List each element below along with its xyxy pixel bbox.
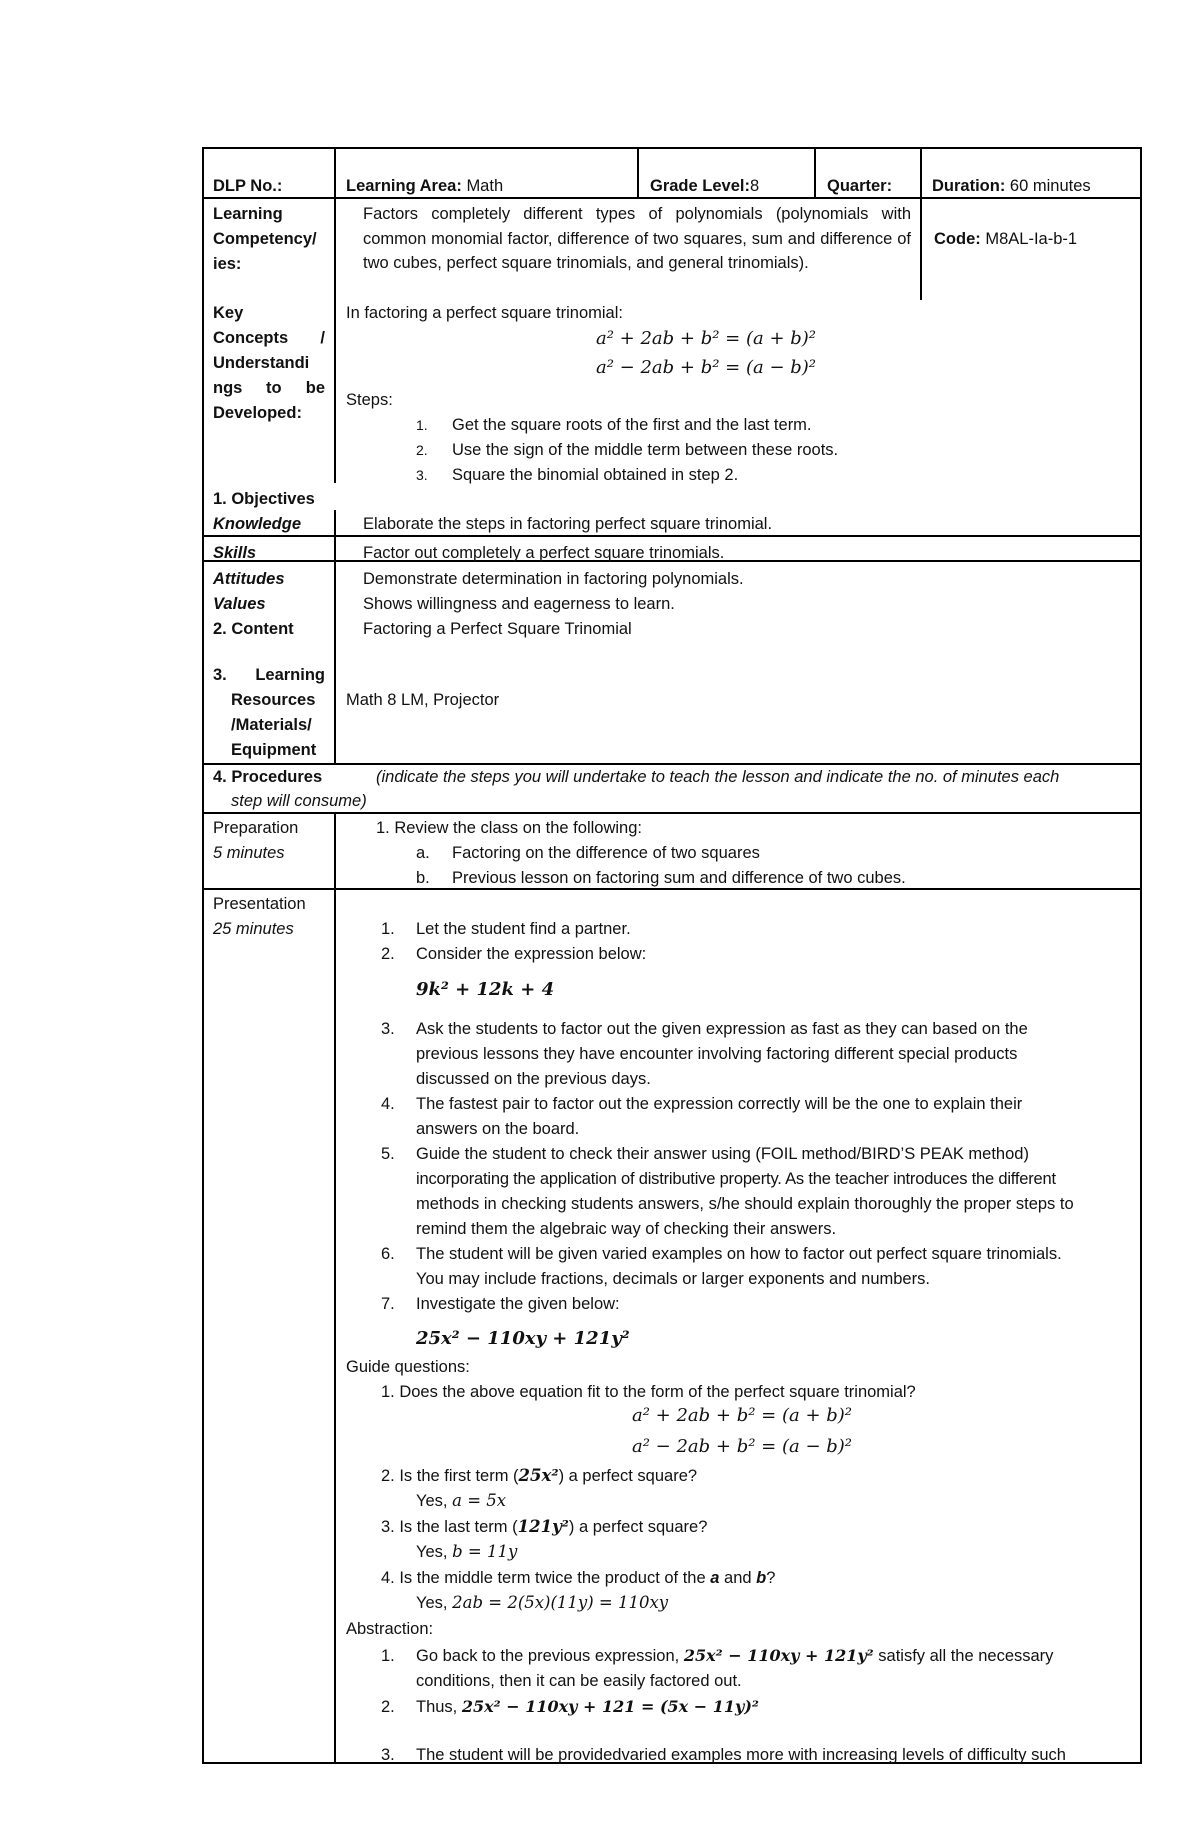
learning-area-label: Learning Area: (346, 177, 462, 195)
guide-question-1: 1. Does the above equation fit to the form of the perfect square trinomial? (381, 1383, 916, 1401)
content-label: 2. Content (213, 620, 294, 638)
guide-question-3: 3. Is the last term (121y²) a perfect square? (381, 1517, 708, 1536)
step-number: 7. (381, 1295, 395, 1313)
attitudes-text: Demonstrate determination in factoring polynomials. (363, 570, 744, 588)
sub-text: Previous lesson on factoring sum and difference of two cubes. (452, 869, 906, 887)
expression-1: 9k² + 12k + 4 (416, 979, 555, 1000)
duration-value: 60 minutes (1009, 177, 1091, 195)
guide-questions-label: Guide questions: (346, 1358, 470, 1376)
step-text: previous lessons they have encounter involving factoring different special products (416, 1045, 1018, 1063)
procedures-note: (indicate the steps you will undertake to teach the lesson and indicate the no. of minutes each (376, 768, 1060, 786)
guide-question-2: 2. Is the first term (25x²) a perfect square? (381, 1466, 698, 1485)
column-divider (920, 147, 922, 300)
step-number: 1. (381, 920, 395, 938)
sub-text: Factoring on the difference of two squares (452, 844, 760, 862)
key-concepts-intro: In factoring a perfect square trinomial: (346, 304, 623, 322)
resources-text: Math 8 LM, Projector (346, 691, 500, 709)
presentation-label: Presentation (213, 895, 306, 913)
step-text: methods in checking students answers, s/he should explain thoroughly the proper steps to (416, 1195, 1074, 1213)
step-number: 2. (416, 442, 428, 458)
step-number: 3. (381, 1746, 395, 1764)
presentation-time: 25 minutes (213, 920, 294, 938)
step-text: Square the binomial obtained in step 2. (452, 466, 739, 484)
resources-label-4: Equipment (231, 741, 317, 759)
step-number: 6. (381, 1245, 395, 1263)
formula-sum: a² + 2ab + b² = (a + b)² (596, 328, 817, 349)
sub-letter: a. (416, 844, 430, 862)
skills-label: Skills (213, 544, 257, 562)
resources-label-1: 3. Learning (213, 666, 325, 684)
sub-letter: b. (416, 869, 430, 887)
step-text: incorporating the application of distributive property. As the teacher introduces the different (416, 1170, 1056, 1188)
column-divider (814, 147, 816, 197)
column-divider (637, 147, 639, 197)
preparation-item: 1. Review the class on the following: (376, 819, 642, 837)
attitudes-label: Attitudes (213, 570, 285, 588)
values-label: Values (213, 595, 266, 613)
key-concepts-label-5: Developed: (213, 404, 302, 422)
key-concepts-label-2: Concepts / (213, 329, 325, 347)
duration (932, 174, 1091, 198)
column-divider (334, 812, 336, 1764)
step-text: Use the sign of the middle term between these roots. (452, 441, 839, 459)
step-number: 2. (381, 1698, 395, 1716)
step-text: You may include fractions, decimals or larger exponents and numbers. (416, 1270, 930, 1288)
key-concepts-label-1: Key (213, 304, 244, 322)
resources-label-2: Resources (231, 691, 316, 709)
abstraction-3: The student will be providedvaried examples more with increasing levels of difficulty such (416, 1746, 1066, 1764)
expression-2: 25x² − 110xy + 121y² (416, 1328, 630, 1349)
step-text: The fastest pair to factor out the expression correctly will be the one to explain their (416, 1095, 1023, 1113)
step-text: Consider the expression below: (416, 945, 647, 963)
abstraction-1-cont: conditions, then it can be easily factored out. (416, 1672, 742, 1690)
step-text: remind them the algebraic way of checking their answers. (416, 1220, 837, 1238)
preparation-label: Preparation (213, 819, 299, 837)
guide-formula-difference: a² − 2ab + b² = (a − b)² (632, 1436, 853, 1457)
learning-area (346, 174, 503, 198)
step-number: 1. (381, 1647, 395, 1665)
preparation-time: 5 minutes (213, 844, 285, 862)
competency-code (934, 227, 1077, 251)
procedures-note-cont: step will consume) (231, 792, 367, 810)
knowledge-text: Elaborate the steps in factoring perfect square trinomial. (363, 515, 773, 533)
competency-label-1: Learning (213, 205, 283, 223)
guide-answer-4: Yes, 2ab = 2(5x)(11y) = 110xy (416, 1593, 669, 1612)
grade-value: 8 (749, 177, 760, 195)
step-text: Get the square roots of the first and the last term. (452, 416, 812, 434)
step-text: Ask the students to factor out the given expression as fast as they can based on the (416, 1020, 1028, 1038)
competency-text: Factors completely different types of polynomials (polynomials with common monomial factor, difference of two squares, sum and difference of two cubes, perfect square trinomials, and general trinomials). (363, 205, 911, 272)
step-text: Investigate the given below: (416, 1295, 620, 1313)
steps-label: Steps: (346, 391, 393, 409)
code-value: M8AL-Ia-b-1 (985, 230, 1078, 248)
step-number: 4. (381, 1095, 395, 1113)
objectives-heading: 1. Objectives (213, 490, 315, 508)
step-number: 1. (416, 417, 428, 433)
learning-area-value: Math (466, 177, 504, 195)
duration-label: Duration: (932, 177, 1006, 195)
content-text: Factoring a Perfect Square Trinomial (363, 620, 632, 638)
skills-text: Factor out completely a perfect square trinomials. (363, 544, 725, 562)
guide-answer-3: Yes, b = 11y (416, 1542, 518, 1561)
grade-level (650, 174, 759, 198)
formula-difference: a² − 2ab + b² = (a − b)² (596, 357, 817, 378)
values-text: Shows willingness and eagerness to learn. (363, 595, 675, 613)
column-divider (334, 147, 336, 483)
step-text: Guide the student to check their answer using (FOIL method/BIRD’S PEAK method) (416, 1145, 1029, 1163)
step-number: 2. (381, 945, 395, 963)
dlp-label: DLP No.: (213, 177, 283, 195)
guide-question-4: 4. Is the middle term twice the product of the a and b? (381, 1569, 776, 1587)
quarter-label: Quarter: (827, 177, 893, 195)
procedures-label: 4. Procedures (213, 768, 323, 786)
guide-formula-sum: a² + 2ab + b² = (a + b)² (632, 1405, 853, 1426)
step-number: 3. (416, 467, 428, 483)
resources-label-3: /Materials/ (231, 716, 312, 734)
code-label: Code: (934, 230, 981, 248)
grade-label: Grade Level: (650, 177, 750, 195)
step-text: The student will be given varied examples on how to factor out perfect square trinomials. (416, 1245, 1062, 1263)
abstraction-1: Go back to the previous expression, 25x² − 110xy + 121y² satisfy all the necessary (416, 1646, 1054, 1665)
column-divider (334, 510, 336, 763)
step-text: Let the student find a partner. (416, 920, 631, 938)
key-concepts-label-4: ngs to be (213, 379, 325, 397)
knowledge-label: Knowledge (213, 515, 302, 533)
guide-answer-2: Yes, a = 5x (416, 1491, 507, 1510)
step-text: answers on the board. (416, 1120, 580, 1138)
competency-label-3: ies: (213, 255, 242, 273)
key-concepts-label-3: Understandi (213, 354, 310, 372)
step-text: discussed on the previous days. (416, 1070, 651, 1088)
abstraction-label: Abstraction: (346, 1620, 434, 1638)
competency-label-2: Competency/ (213, 230, 317, 248)
step-number: 5. (381, 1145, 395, 1163)
step-number: 3. (381, 1020, 395, 1038)
abstraction-2: Thus, 25x² − 110xy + 121 = (5x − 11y)² (416, 1697, 759, 1716)
